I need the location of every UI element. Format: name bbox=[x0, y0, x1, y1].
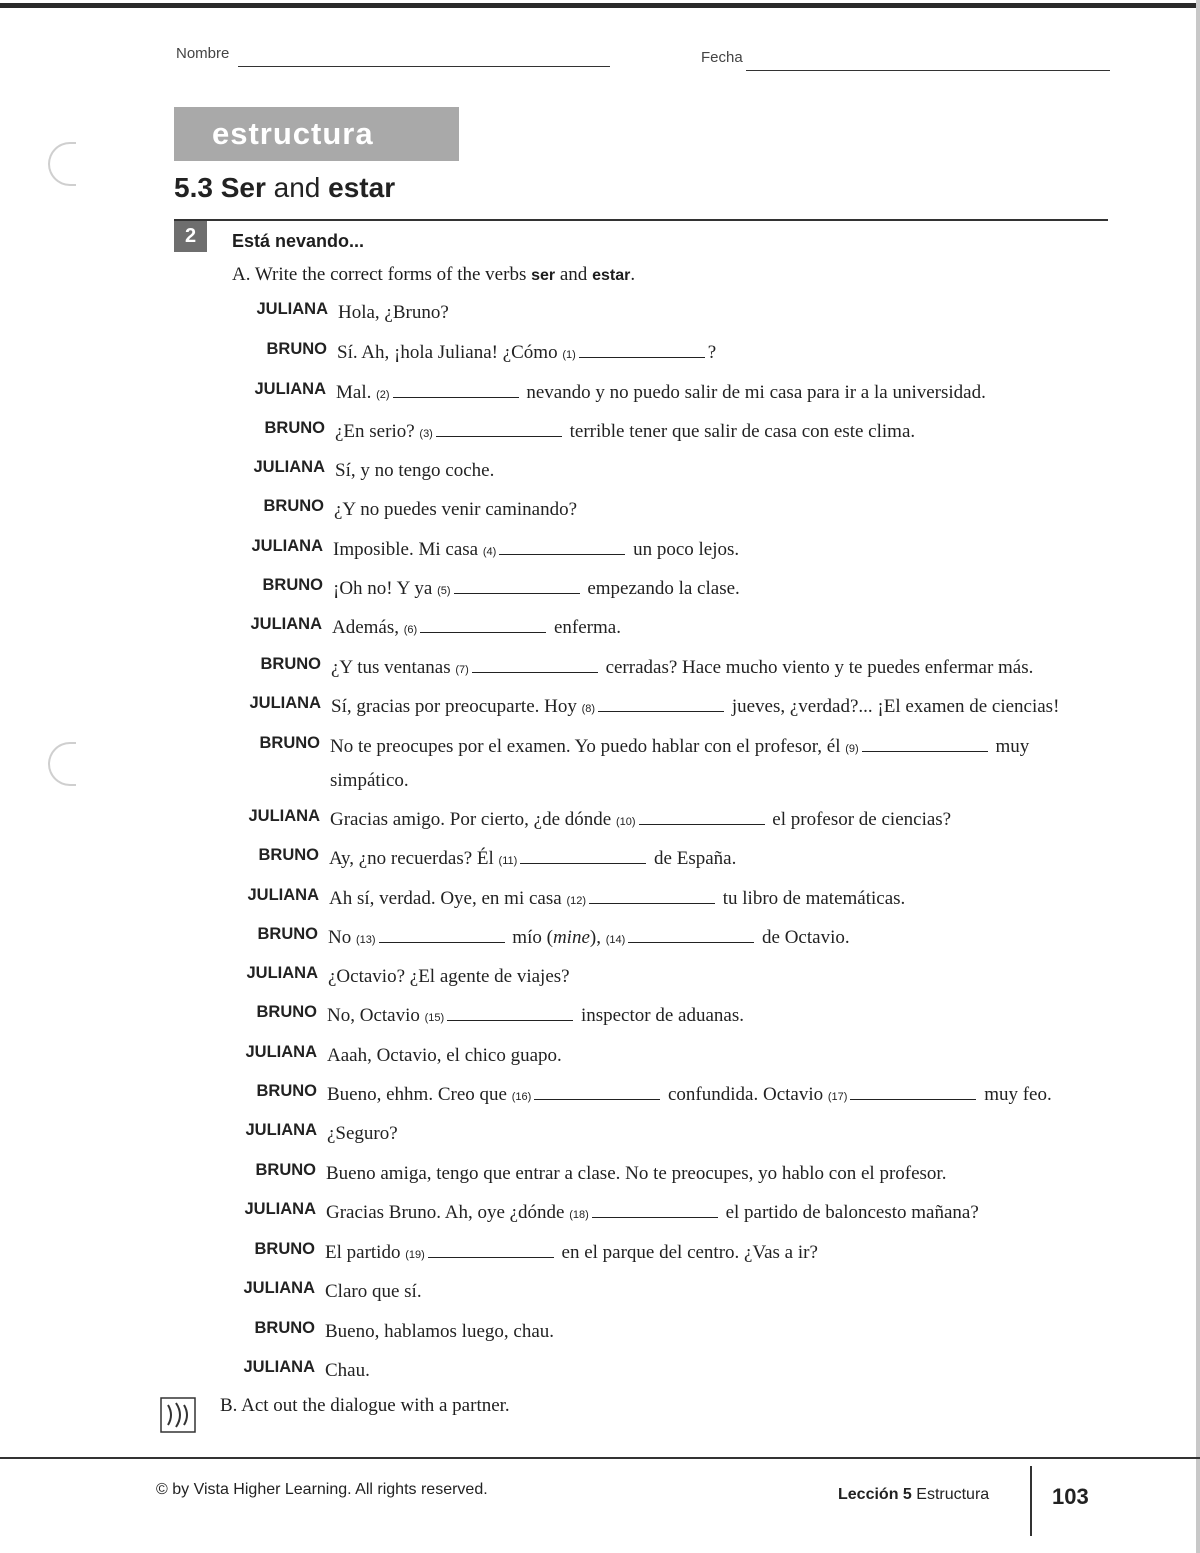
dialogue-text bbox=[329, 843, 1101, 877]
speaker-name: BRUNO bbox=[257, 925, 318, 943]
answer-blank[interactable] bbox=[436, 435, 562, 437]
blank-number: (13) bbox=[355, 934, 376, 946]
footer-rule bbox=[0, 1457, 1200, 1459]
dialogue-line bbox=[144, 612, 1104, 646]
nombre-label: Nombre bbox=[176, 45, 230, 62]
blank-number: (7) bbox=[455, 664, 469, 676]
lesson-number: Lección 5 bbox=[838, 1486, 912, 1503]
answer-blank[interactable] bbox=[639, 823, 765, 825]
dialogue-text bbox=[327, 1040, 1099, 1071]
dialogue-text bbox=[335, 455, 1107, 486]
dialogue-fragment: enferma. bbox=[549, 617, 621, 638]
lesson-section: Estructura bbox=[916, 1486, 990, 1503]
speaker-name: BRUNO bbox=[259, 734, 320, 752]
answer-blank[interactable] bbox=[393, 396, 519, 398]
dialogue-fragment: un poco lejos. bbox=[628, 539, 740, 560]
copyright: © by Vista Higher Learning. All rights reserved. bbox=[156, 1481, 488, 1498]
speaker-name: JULIANA bbox=[254, 380, 326, 398]
dialogue-fragment: muy feo. bbox=[979, 1084, 1052, 1105]
dialogue-fragment: Chau. bbox=[325, 1360, 370, 1381]
speaker-name: BRUNO bbox=[255, 1161, 316, 1179]
dialogue-fragment: Ah sí, verdad. Oye, en mi casa bbox=[329, 888, 567, 909]
dialogue-line bbox=[143, 691, 1103, 725]
dialogue-text bbox=[332, 612, 1104, 646]
speaker-name: JULIANA bbox=[243, 1358, 315, 1376]
blank-number: (9) bbox=[845, 743, 859, 755]
dialogue-line bbox=[148, 377, 1108, 411]
activity-number: 2 bbox=[174, 221, 207, 252]
blank-number: (2) bbox=[376, 389, 390, 401]
dialogue-fragment: ¿Y tus ventanas bbox=[331, 657, 456, 678]
dialogue-text bbox=[325, 1237, 1097, 1271]
dialogue-fragment: No bbox=[328, 927, 356, 948]
dialogue-fragment: Sí, y no tengo coche. bbox=[335, 460, 495, 481]
dialogue-line bbox=[137, 1276, 1097, 1307]
blank-number: (8) bbox=[581, 703, 596, 715]
page-number: 103 bbox=[1052, 1484, 1089, 1509]
speaker-name: BRUNO bbox=[263, 497, 324, 515]
dialogue-text bbox=[335, 416, 1107, 450]
dialogue-line bbox=[147, 455, 1107, 486]
answer-blank[interactable] bbox=[850, 1098, 976, 1100]
dialogue-text bbox=[327, 1118, 1099, 1149]
dialogue-line bbox=[149, 337, 1109, 371]
dialogue-fragment: Ay, ¿no recuerdas? Él bbox=[329, 848, 499, 869]
binder-hole bbox=[48, 142, 76, 186]
dialogue-line bbox=[138, 1197, 1098, 1231]
dialogue-fragment: ? bbox=[707, 342, 717, 363]
section-box-title: estructura bbox=[174, 107, 459, 161]
dialogue-text bbox=[326, 1197, 1098, 1231]
speaker-name: JULIANA bbox=[245, 1121, 317, 1139]
dialogue-fragment: No te preocupes por el examen. Yo puedo hablar con el profesor, él bbox=[330, 736, 846, 757]
speaker-name: BRUNO bbox=[254, 1240, 315, 1258]
dialogue-fragment: empezando la clase. bbox=[582, 578, 740, 599]
fecha-label: Fecha bbox=[701, 49, 743, 66]
dialogue-text bbox=[331, 691, 1103, 725]
top-edge bbox=[0, 3, 1200, 8]
dialogue-fragment: Bueno, ehhm. Creo que bbox=[327, 1084, 512, 1105]
answer-blank[interactable] bbox=[420, 631, 546, 633]
instr-estar: estar bbox=[592, 267, 631, 284]
instr-prefix: A. Write the correct forms of the verbs bbox=[232, 264, 527, 285]
dialogue-line bbox=[140, 922, 1100, 956]
speaker-name: JULIANA bbox=[247, 886, 319, 904]
speaker-name: JULIANA bbox=[244, 1200, 316, 1218]
answer-blank[interactable] bbox=[589, 902, 715, 904]
dialogue-fragment: jueves, ¿verdad?... ¡El examen de ciencias! bbox=[727, 696, 1060, 717]
dialogue-line bbox=[142, 731, 1102, 796]
dialogue-fragment: Mal. bbox=[336, 382, 377, 403]
dialogue-fragment: ¿Y no puedes venir caminando? bbox=[334, 499, 578, 520]
blank-number: (3) bbox=[419, 428, 433, 440]
dialogue-fragment: ¿En serio? bbox=[335, 421, 420, 442]
dialogue-fragment: Bueno, hablamos luego, chau. bbox=[325, 1321, 555, 1342]
speaker-name: JULIANA bbox=[246, 964, 318, 982]
answer-blank[interactable] bbox=[534, 1098, 660, 1100]
answer-blank[interactable] bbox=[379, 941, 505, 943]
dialogue-fragment: confundida. Octavio bbox=[663, 1084, 828, 1105]
dialogue-fragment: en el parque del centro. ¿Vas a ir? bbox=[556, 1242, 818, 1263]
fecha-field[interactable] bbox=[746, 70, 1110, 71]
dialogue-line bbox=[143, 652, 1103, 686]
blank-number: (1) bbox=[562, 349, 576, 361]
dialogue-fragment: Hola, ¿Bruno? bbox=[338, 302, 449, 323]
dialogue-line bbox=[138, 1158, 1098, 1189]
dialogue-text bbox=[336, 377, 1108, 411]
blank-number: (12) bbox=[566, 895, 586, 907]
dialogue-fragment: el profesor de ciencias? bbox=[767, 809, 952, 830]
dialogue-text bbox=[333, 573, 1105, 607]
dialogue-text bbox=[325, 1316, 1097, 1347]
dialogue-fragment: el partido de baloncesto mañana? bbox=[720, 1202, 979, 1223]
answer-blank[interactable] bbox=[428, 1256, 554, 1258]
blank-number: (11) bbox=[498, 855, 518, 867]
dialogue-fragment: Imposible. Mi casa bbox=[333, 539, 483, 560]
dialogue-fragment: ¿Seguro? bbox=[327, 1123, 398, 1144]
speaker-name: BRUNO bbox=[256, 1003, 317, 1021]
dialogue-fragment: de Octavio. bbox=[757, 927, 850, 948]
speaker-name: JULIANA bbox=[253, 458, 325, 476]
nombre-field[interactable] bbox=[238, 66, 610, 67]
dialogue-line bbox=[137, 1237, 1097, 1271]
dialogue-fragment: inspector de aduanas. bbox=[576, 1005, 744, 1026]
dialogue-text bbox=[327, 1000, 1099, 1034]
dialogue-line bbox=[145, 534, 1105, 568]
blank-number: (19) bbox=[405, 1249, 425, 1261]
dialogue-line bbox=[139, 1040, 1099, 1071]
speaker-name: JULIANA bbox=[256, 300, 328, 318]
dialogue-fragment: Sí, gracias por preocuparte. Hoy bbox=[331, 696, 582, 717]
instr-end: . bbox=[630, 264, 636, 285]
dialogue-text bbox=[334, 494, 1106, 525]
section-heading bbox=[174, 172, 395, 204]
heading-rule bbox=[174, 219, 1108, 221]
dialogue-fragment: muy simpático. bbox=[330, 736, 1030, 791]
pair-work-icon bbox=[160, 1397, 196, 1433]
dialogue-line bbox=[140, 961, 1100, 992]
section-number: 5.3 bbox=[174, 172, 213, 203]
blank-number: (16) bbox=[511, 1091, 532, 1103]
dialogue-fragment: cerradas? Hace mucho viento y te puedes enfermar más. bbox=[600, 657, 1034, 678]
answer-blank[interactable] bbox=[579, 356, 705, 358]
speaker-name: BRUNO bbox=[258, 846, 319, 864]
dialogue-text bbox=[326, 1158, 1098, 1189]
instructions bbox=[232, 264, 635, 286]
heading-and: and bbox=[273, 172, 321, 203]
speaker-name: BRUNO bbox=[256, 1082, 317, 1100]
answer-blank[interactable] bbox=[520, 862, 646, 864]
answer-blank[interactable] bbox=[499, 553, 625, 555]
blank-number: (6) bbox=[403, 624, 418, 636]
dialogue-fragment: ¡Oh no! Y ya bbox=[333, 578, 438, 599]
activity-title: Está nevando... bbox=[232, 231, 365, 251]
dialogue-text bbox=[338, 297, 1110, 328]
dialogue-line bbox=[137, 1316, 1097, 1347]
dialogue-fragment: ¿Octavio? ¿El agente de viajes? bbox=[328, 966, 570, 987]
heading-estar: estar bbox=[328, 172, 396, 203]
dialogue-fragment: Sí. Ah, ¡hola Juliana! ¿Cómo bbox=[337, 342, 563, 363]
speaker-name: BRUNO bbox=[262, 576, 323, 594]
dialogue-line bbox=[142, 804, 1102, 838]
dialogue-line bbox=[141, 843, 1101, 877]
speaker-name: BRUNO bbox=[264, 419, 325, 437]
speaker-name: JULIANA bbox=[249, 694, 321, 712]
speaker-name: JULIANA bbox=[245, 1043, 317, 1061]
speaker-name: JULIANA bbox=[248, 807, 320, 825]
dialogue-fragment: Bueno amiga, tengo que entrar a clase. No te preocupes, yo hablo con el profesor. bbox=[326, 1163, 947, 1184]
dialogue-fragment: Además, bbox=[332, 617, 404, 638]
dialogue-line bbox=[145, 573, 1105, 607]
dialogue-fragment: de España. bbox=[649, 848, 737, 869]
blank-number: (14) bbox=[605, 934, 626, 946]
dialogue-line bbox=[137, 1355, 1097, 1386]
instr-ser: ser bbox=[531, 267, 556, 284]
dialogue-fragment: mío ( bbox=[507, 927, 553, 948]
answer-blank[interactable] bbox=[472, 671, 598, 673]
dialogue-text bbox=[333, 534, 1105, 568]
speaker-name: JULIANA bbox=[243, 1279, 315, 1297]
speaker-name: BRUNO bbox=[260, 655, 321, 673]
footer-divider bbox=[1030, 1466, 1032, 1536]
part-b-instructions: B. Act out the dialogue with a partner. bbox=[220, 1395, 510, 1416]
speaker-name: BRUNO bbox=[254, 1319, 315, 1337]
instr-and: and bbox=[559, 264, 588, 285]
dialogue-line bbox=[146, 494, 1106, 525]
binder-hole bbox=[48, 742, 76, 786]
blank-number: (17) bbox=[827, 1091, 848, 1103]
dialogue-line bbox=[139, 1079, 1099, 1113]
dialogue-text bbox=[337, 337, 1109, 371]
dialogue-fragment: Aaah, Octavio, el chico guapo. bbox=[327, 1045, 562, 1066]
dialogue-text bbox=[328, 961, 1100, 992]
answer-blank[interactable] bbox=[628, 941, 754, 943]
lesson-label bbox=[838, 1486, 989, 1504]
answer-blank[interactable] bbox=[862, 750, 988, 752]
dialogue-line bbox=[139, 1118, 1099, 1149]
dialogue-line bbox=[147, 416, 1107, 450]
speaker-name: JULIANA bbox=[251, 537, 323, 555]
dialogue-fragment: terrible tener que salir de casa con este clima. bbox=[564, 421, 916, 442]
dialogue-italic: mine bbox=[552, 927, 590, 948]
dialogue-text bbox=[327, 1079, 1099, 1113]
blank-number: (10) bbox=[615, 816, 636, 828]
dialogue-text bbox=[329, 883, 1101, 917]
blank-number: (5) bbox=[437, 585, 451, 597]
speaker-name: JULIANA bbox=[250, 615, 322, 633]
dialogue-fragment: Gracias Bruno. Ah, oye ¿dónde bbox=[326, 1202, 570, 1223]
blank-number: (4) bbox=[482, 546, 497, 558]
dialogue-line bbox=[141, 883, 1101, 917]
blank-number: (15) bbox=[424, 1012, 445, 1024]
dialogue-fragment: Claro que sí. bbox=[325, 1281, 422, 1302]
dialogue-fragment: ), bbox=[589, 927, 606, 948]
dialogue-text bbox=[330, 731, 1102, 796]
blank-number: (18) bbox=[569, 1209, 589, 1221]
heading-ser: Ser bbox=[220, 172, 266, 203]
answer-blank[interactable] bbox=[592, 1216, 718, 1218]
page-edge bbox=[1196, 0, 1200, 1553]
answer-blank[interactable] bbox=[447, 1019, 573, 1021]
dialogue-line bbox=[139, 1000, 1099, 1034]
dialogue-text bbox=[325, 1276, 1097, 1307]
speaker-name: BRUNO bbox=[266, 340, 327, 358]
dialogue-fragment: tu libro de matemáticas. bbox=[718, 888, 906, 909]
dialogue-fragment: nevando y no puedo salir de mi casa para ir a la universidad. bbox=[521, 382, 986, 403]
answer-blank[interactable] bbox=[598, 710, 724, 712]
dialogue-text bbox=[325, 1355, 1097, 1386]
dialogue-text bbox=[331, 652, 1103, 686]
dialogue-text bbox=[330, 804, 1102, 838]
answer-blank[interactable] bbox=[454, 592, 580, 594]
dialogue-text bbox=[328, 922, 1100, 956]
dialogue-fragment: El partido bbox=[325, 1242, 406, 1263]
dialogue-fragment: No, Octavio bbox=[327, 1005, 425, 1026]
dialogue-fragment: Gracias amigo. Por cierto, ¿de dónde bbox=[330, 809, 616, 830]
dialogue-line bbox=[150, 297, 1110, 328]
